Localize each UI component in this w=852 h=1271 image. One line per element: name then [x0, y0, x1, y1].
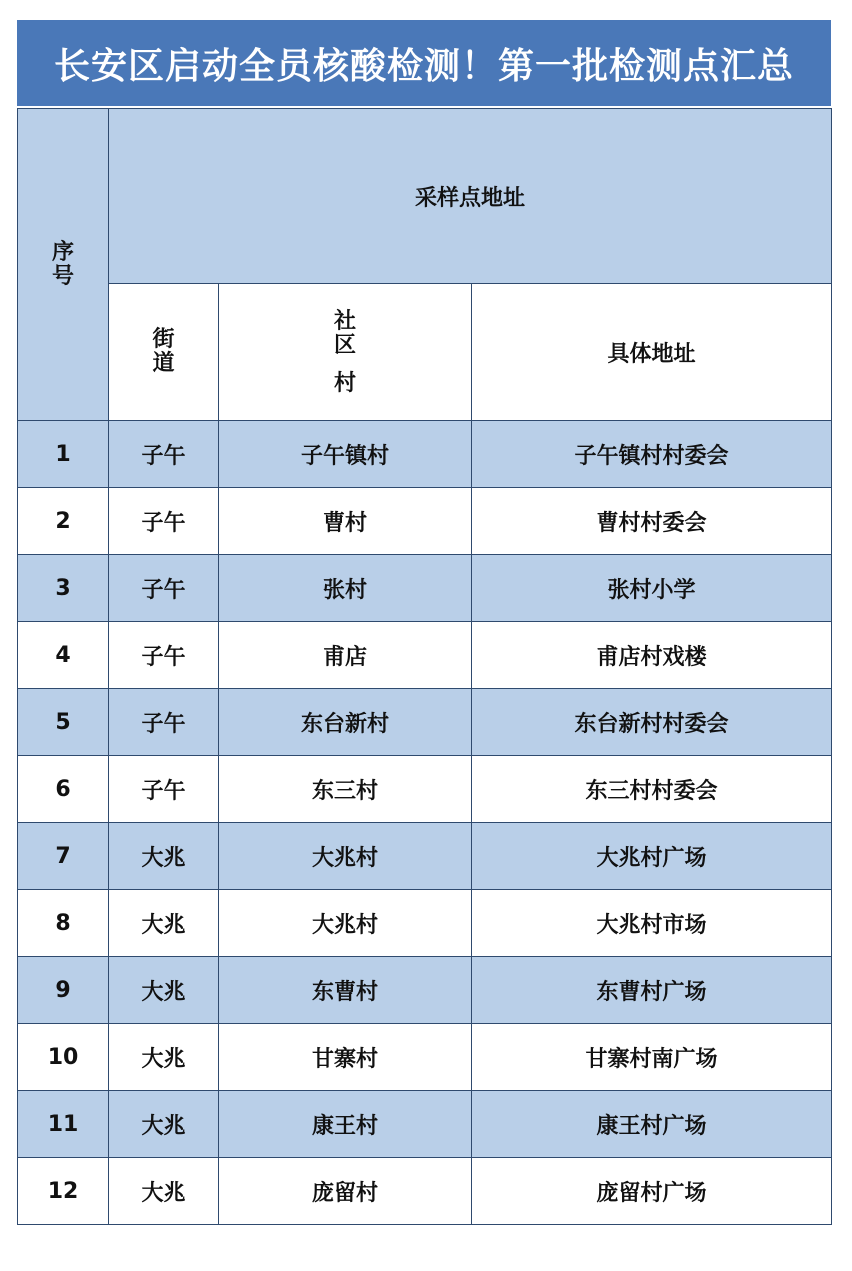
row-community-cell: 东曹村: [219, 957, 472, 1024]
row-index-cell: 8: [18, 890, 109, 957]
row-community-cell: 张村: [219, 555, 472, 622]
header-street: 街道: [109, 284, 219, 421]
row-index-cell: 1: [18, 421, 109, 488]
row-address-cell: 张村小学: [472, 555, 832, 622]
row-address-cell: 东台新村村委会: [472, 689, 832, 756]
row-index-cell: 6: [18, 756, 109, 823]
row-index-cell: 2: [18, 488, 109, 555]
row-index-cell: 10: [18, 1024, 109, 1091]
row-address-cell: 曹村村委会: [472, 488, 832, 555]
row-index-cell: 7: [18, 823, 109, 890]
row-index-cell: 5: [18, 689, 109, 756]
row-address-cell: 东曹村广场: [472, 957, 832, 1024]
header-sampling-address: 采样点地址: [109, 109, 832, 284]
row-address-cell: 甫店村戏楼: [472, 622, 832, 689]
row-community-cell: 东台新村: [219, 689, 472, 756]
row-street-cell: 子午: [109, 555, 219, 622]
table-row: [18, 555, 832, 622]
row-street-cell: 子午: [109, 488, 219, 555]
page-title: 长安区启动全员核酸检测！第一批检测点汇总: [17, 20, 831, 108]
row-index-cell: 3: [18, 555, 109, 622]
row-community-cell: 曹村: [219, 488, 472, 555]
table-row: [18, 488, 832, 555]
table-row: [18, 1158, 832, 1225]
row-index-cell: 9: [18, 957, 109, 1024]
row-street-cell: 大兆: [109, 890, 219, 957]
table-body: [18, 421, 832, 1225]
row-community-cell: 大兆村: [219, 890, 472, 957]
row-address-cell: 子午镇村村委会: [472, 421, 832, 488]
table-row: [18, 1091, 832, 1158]
header-index: 序号: [18, 109, 109, 421]
table-row: [18, 689, 832, 756]
row-community-cell: 子午镇村: [219, 421, 472, 488]
header-address: 具体地址: [472, 284, 832, 421]
row-index-cell: 11: [18, 1091, 109, 1158]
row-street-cell: 子午: [109, 421, 219, 488]
row-street-cell: 子午: [109, 622, 219, 689]
row-index-cell: 12: [18, 1158, 109, 1225]
row-street-cell: 子午: [109, 689, 219, 756]
testing-sites-sheet: [17, 20, 831, 1225]
row-address-cell: 庞留村广场: [472, 1158, 832, 1225]
row-address-cell: 大兆村广场: [472, 823, 832, 890]
table-row: [18, 421, 832, 488]
row-street-cell: 大兆: [109, 1091, 219, 1158]
row-address-cell: 大兆村市场: [472, 890, 832, 957]
table-header: [18, 109, 832, 421]
table-row: [18, 1024, 832, 1091]
row-street-cell: 大兆: [109, 823, 219, 890]
table-row: [18, 957, 832, 1024]
testing-sites-table: [17, 108, 832, 1225]
header-community: 社 区 村: [219, 284, 472, 421]
row-community-cell: 大兆村: [219, 823, 472, 890]
table-row: [18, 823, 832, 890]
row-street-cell: 大兆: [109, 957, 219, 1024]
table-row: [18, 756, 832, 823]
row-community-cell: 康王村: [219, 1091, 472, 1158]
row-address-cell: 东三村村委会: [472, 756, 832, 823]
row-street-cell: 大兆: [109, 1158, 219, 1225]
row-address-cell: 甘寨村南广场: [472, 1024, 832, 1091]
row-address-cell: 康王村广场: [472, 1091, 832, 1158]
row-community-cell: 东三村: [219, 756, 472, 823]
row-community-cell: 甘寨村: [219, 1024, 472, 1091]
table-row: [18, 890, 832, 957]
table-row: [18, 622, 832, 689]
row-street-cell: 子午: [109, 756, 219, 823]
row-community-cell: 庞留村: [219, 1158, 472, 1225]
row-community-cell: 甫店: [219, 622, 472, 689]
row-street-cell: 大兆: [109, 1024, 219, 1091]
row-index-cell: 4: [18, 622, 109, 689]
